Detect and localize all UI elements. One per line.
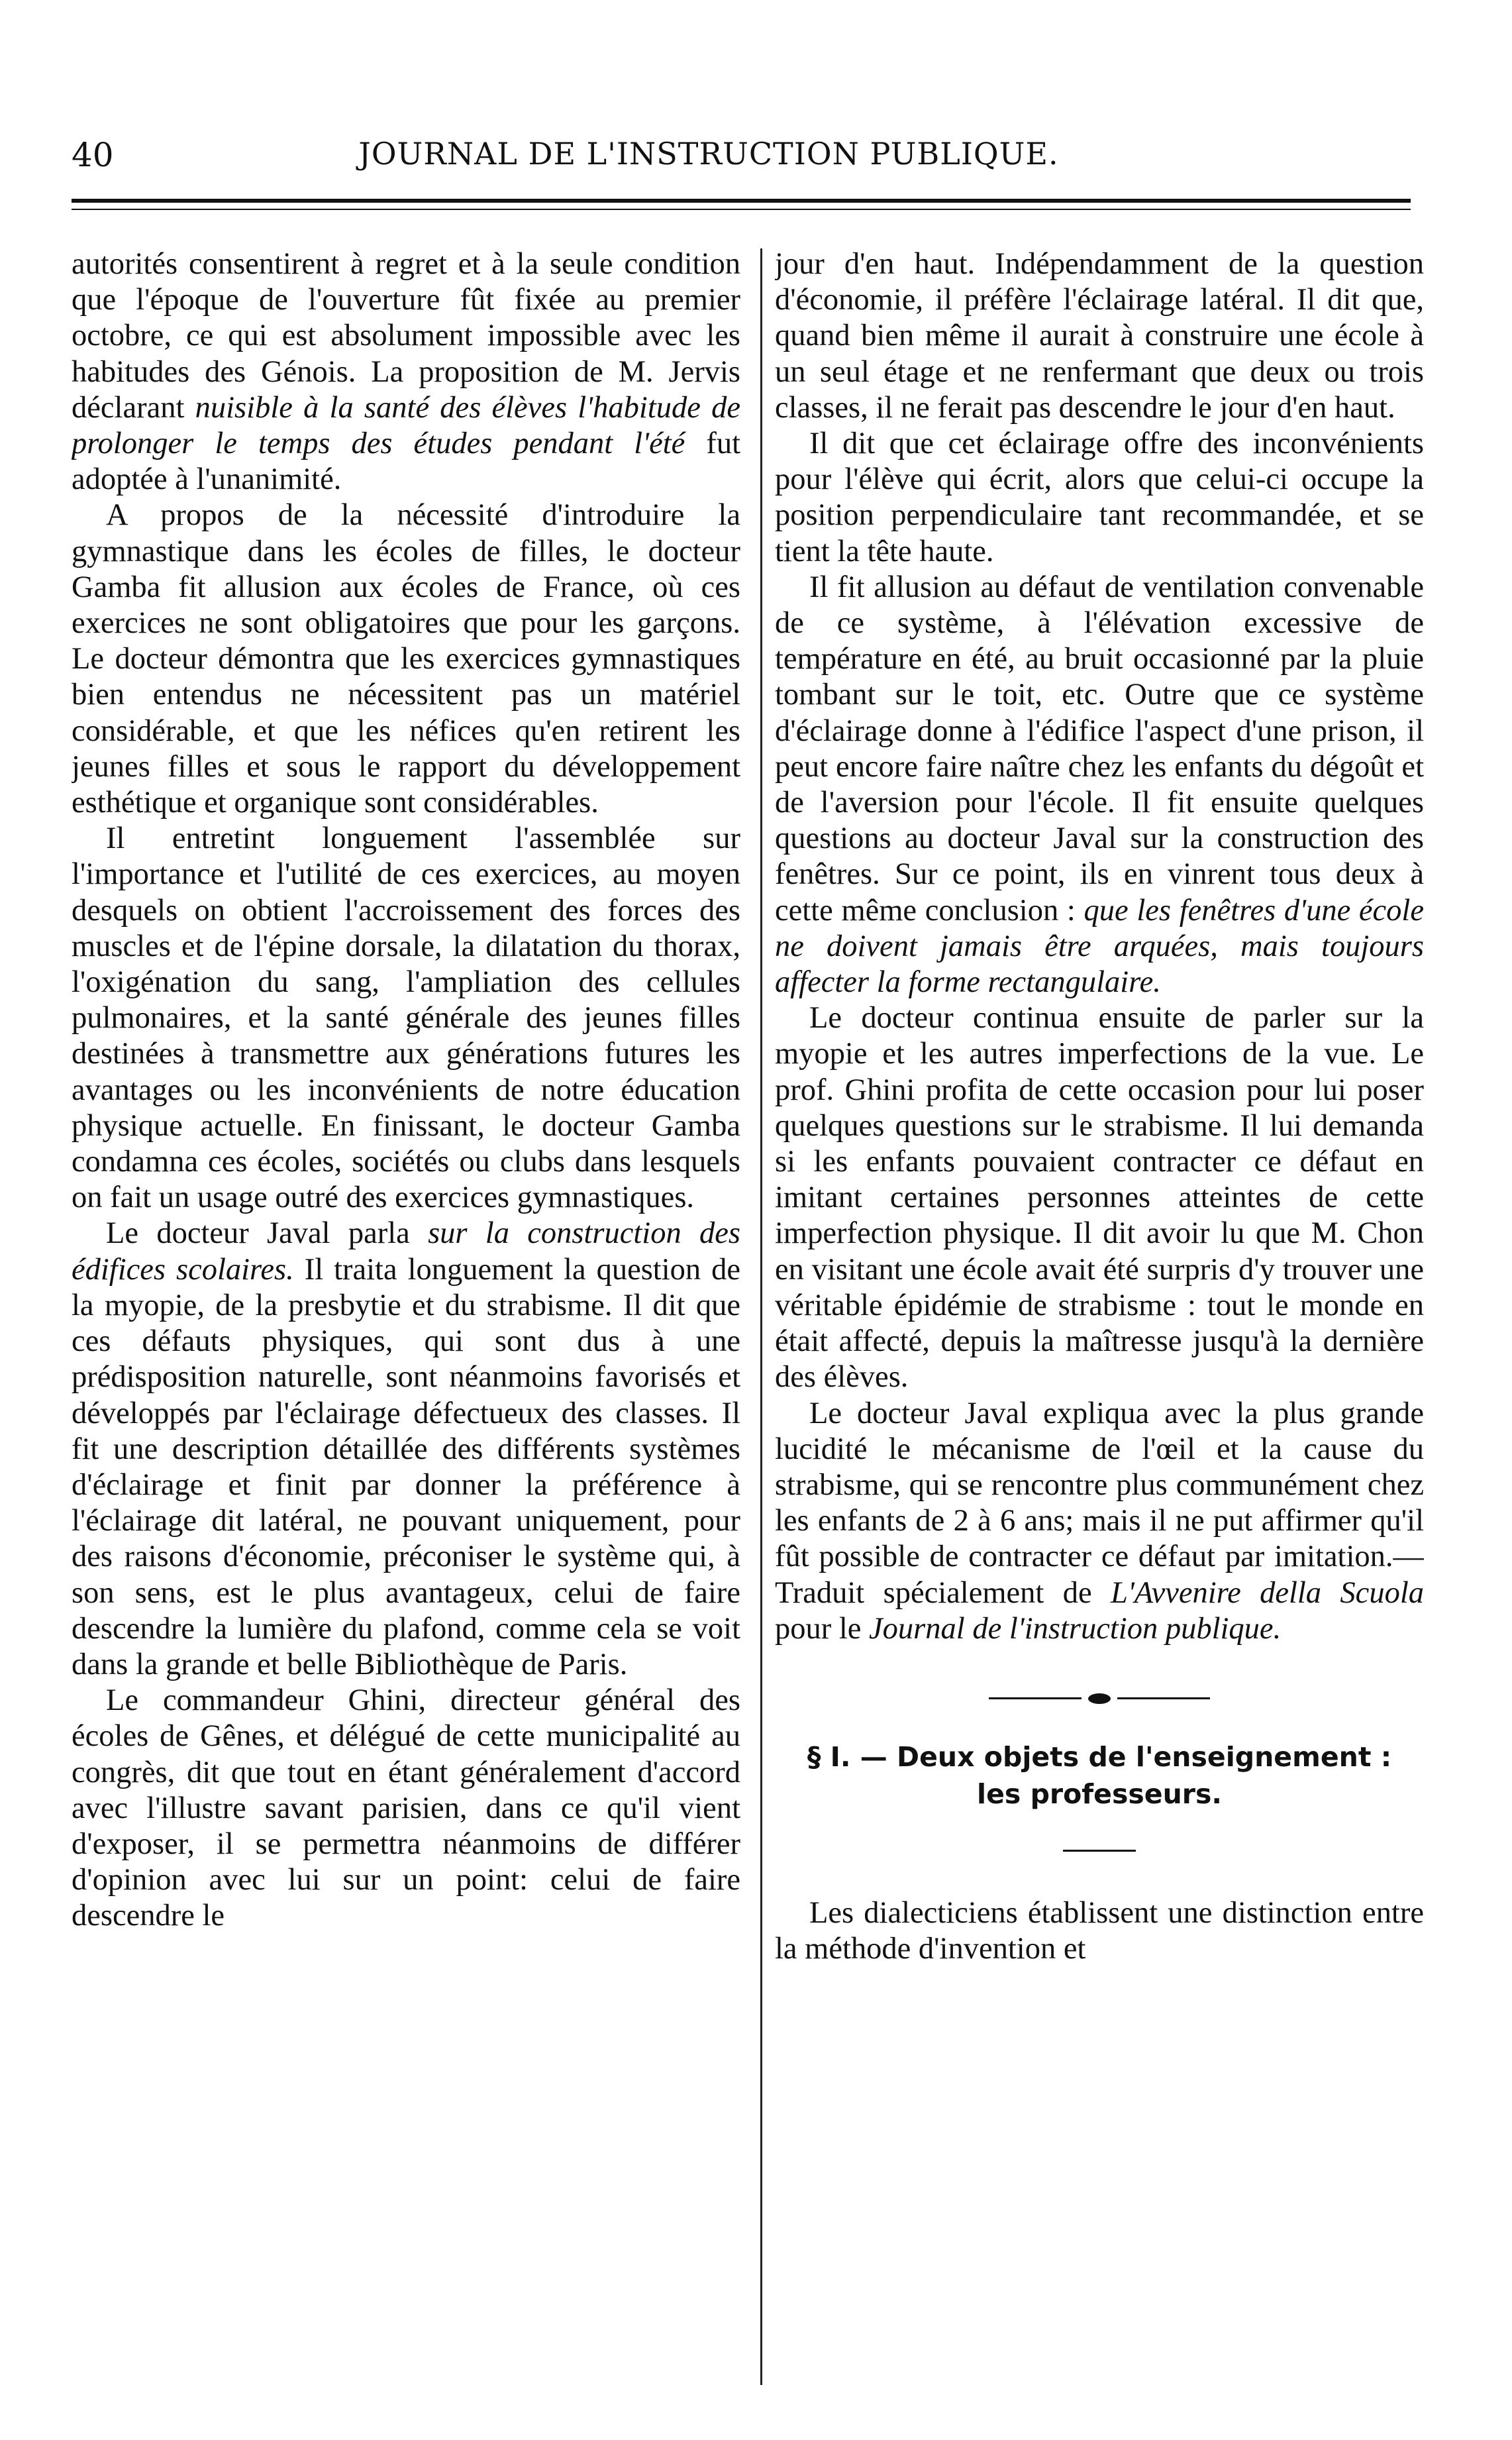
- italic-text: L'Avvenire della Scuola: [1110, 1575, 1424, 1610]
- paragraph: Il entretint longuement l'assemblée sur l'importance et l'utilité de ces exercices, au moyen desquels on obtient l'accroissement des forces des muscles et de l'épine dorsale, la dilatation du thorax, l'oxigénation du sang, l'ampliation des cellules pulmonaires, et la santé générale des jeunes filles destinées à transmettre aux générations futures les avantages ou les inconvénients de notre éducation physique actuelle. En finissant, le docteur Gamba condamna ces écoles, sociétés ou clubs dans lesquels on fait un usage outré des exercices gymnastiques.: [72, 822, 740, 1215]
- ornament-diamond-icon: [1088, 1693, 1111, 1704]
- section-heading: [775, 1738, 1424, 1813]
- paragraph: [72, 246, 740, 498]
- italic-text: que les fenêtres d'une école ne doivent jamais être arquées, mais toujours affecter la forme rectangulaire.: [775, 893, 1424, 1000]
- paragraph: A propos de la nécessité d'introduire la gymnastique dans les écoles de filles, le docteur Gamba fit allusion aux écoles de France, où ces exercices ne sont obligatoires que pour les garçons. Le docteur démontra que les exercices gymnastiques bien entendus ne nécessitent pas un matériel considérable, et que les néfices qu'en retirent les jeunes filles et sous le rapport du développement esthétique et organique sont considérables.: [72, 498, 740, 820]
- paragraph: [72, 1216, 740, 1683]
- left-column: [72, 246, 740, 2386]
- column-separator: [760, 248, 762, 2385]
- paragraph: Il dit que cet éclairage offre des inconvénients pour l'élève qui écrit, alors que celui-ci occupe la position perpendiculaire tant recommandée, et se tient la tête haute.: [775, 427, 1424, 568]
- paragraph-text: autorités consentirent à regret et à la seule condition que l'époque de l'ouverture fût fixée au premier octobre, ce qui est absolument impossible avec les habitudes des Génois. La proposition de M. Jervis déclarant: [72, 247, 740, 425]
- italic-text: nuisible à la santé des élèves l'habitude de prolonger le temps des études pendant l'été: [72, 390, 740, 461]
- header-rule-thin: [72, 209, 1411, 210]
- paragraph: [775, 1396, 1424, 1647]
- paragraph: jour d'en haut. Indépendamment de la question d'économie, il préfère l'éclairage latéral. Il dit que, quand bien même il aurait à construire une école à un seul étage et ne renfermant que deux ou trois classes, il ne ferait pas descendre le jour d'en haut.: [775, 247, 1424, 425]
- heading-separator: [1063, 1850, 1136, 1852]
- page-number: 40: [72, 136, 114, 174]
- header-rule-thick: [72, 199, 1411, 203]
- section-heading-line: § I. — Deux objets de l'enseignement :: [807, 1740, 1392, 1773]
- paragraph-text: Le docteur Javal expliqua avec la plus grande lucidité le mécanisme de l'œil et la cause du strabisme, qui se rencontre plus communément chez les enfants de 2 à 6 ans; mais il ne put affirmer qu'il fût possible de contracter ce défaut par imitation.—Traduit spécialement de: [775, 1396, 1424, 1610]
- running-title: JOURNAL DE L'INSTRUCTION PUBLIQUE.: [358, 136, 1059, 172]
- paragraph-text: fut adoptée à l'unanimité.: [72, 427, 740, 497]
- ornament-line: [1117, 1697, 1210, 1699]
- paragraph: Le docteur continua ensuite de parler sur la myopie et les autres imperfections de la vue. Le prof. Ghini profita de cette occasion pour lui poser quelques questions sur le strabisme. Il lui demanda si les enfants pouvaient contracter ce défaut en imitant certaines personnes atteintes de cette imperfection physique. Il dit avoir lu que M. Chon en visitant une école avait été surpris d'y trouver une véritable épidémie de strabisme : tout le monde en était affecté, depuis la maîtresse jusqu'à la dernière des élèves.: [775, 1001, 1424, 1395]
- paragraph-text: pour le: [775, 1611, 870, 1646]
- section-ornament: [775, 1677, 1424, 1720]
- paragraph-text: Le docteur Javal parla: [106, 1216, 428, 1251]
- paragraph: Les dialecticiens établissent une distinction entre la méthode d'invention et: [775, 1895, 1424, 1966]
- italic-text: sur la construction des édifices scolaires.: [72, 1216, 740, 1287]
- paragraph: [775, 570, 1424, 1000]
- italic-text: Journal de l'instruction publique.: [869, 1611, 1282, 1646]
- ornament-line: [989, 1697, 1082, 1699]
- paragraph-text: Il traita longuement la question de la myopie, de la presbytie et du strabisme. Il dit que ces défauts physiques, qui sont dus à une prédisposition naturelle, sont néanmoins favorisés et développés par l'éclairage défectueux des classes. Il fit une description détaillée des différents systèmes d'éclairage et finit par donner la préférence à l'éclairage dit latéral, ne pouvant uniquement, pour des raisons d'économie, préconiser le système qui, à son sens, est le plus avantageux, celui de faire descendre la lumière du plafond, comme cela se voit dans la grande et belle Bibliothèque de Paris.: [72, 1252, 740, 1681]
- section-heading-line: les professeurs.: [977, 1777, 1222, 1810]
- paragraph-text: Il fit allusion au défaut de ventilation convenable de ce système, à l'élévation excessive de température en été, au bruit occasionné par la pluie tombant sur le toit, etc. Outre que ce système d'éclairage donne à l'édifice l'aspect d'une prison, il peut encore faire naître chez les enfants du dégoût et de l'aversion pour l'école. Il fit ensuite quelques questions au docteur Javal sur la construction des fenêtres. Sur ce point, ils en vinrent tous deux à cette même conclusion :: [775, 570, 1424, 928]
- right-column: [775, 246, 1424, 2386]
- paragraph: Le commandeur Ghini, directeur général des écoles de Gênes, et délégué de cette municipalité au congrès, dit que tout en étant généralement d'accord avec l'illustre savant parisien, dans ce qu'il vient d'exposer, il se permettra néanmoins de différer d'opinion avec lui sur un point: celui de faire descendre le: [72, 1683, 740, 1933]
